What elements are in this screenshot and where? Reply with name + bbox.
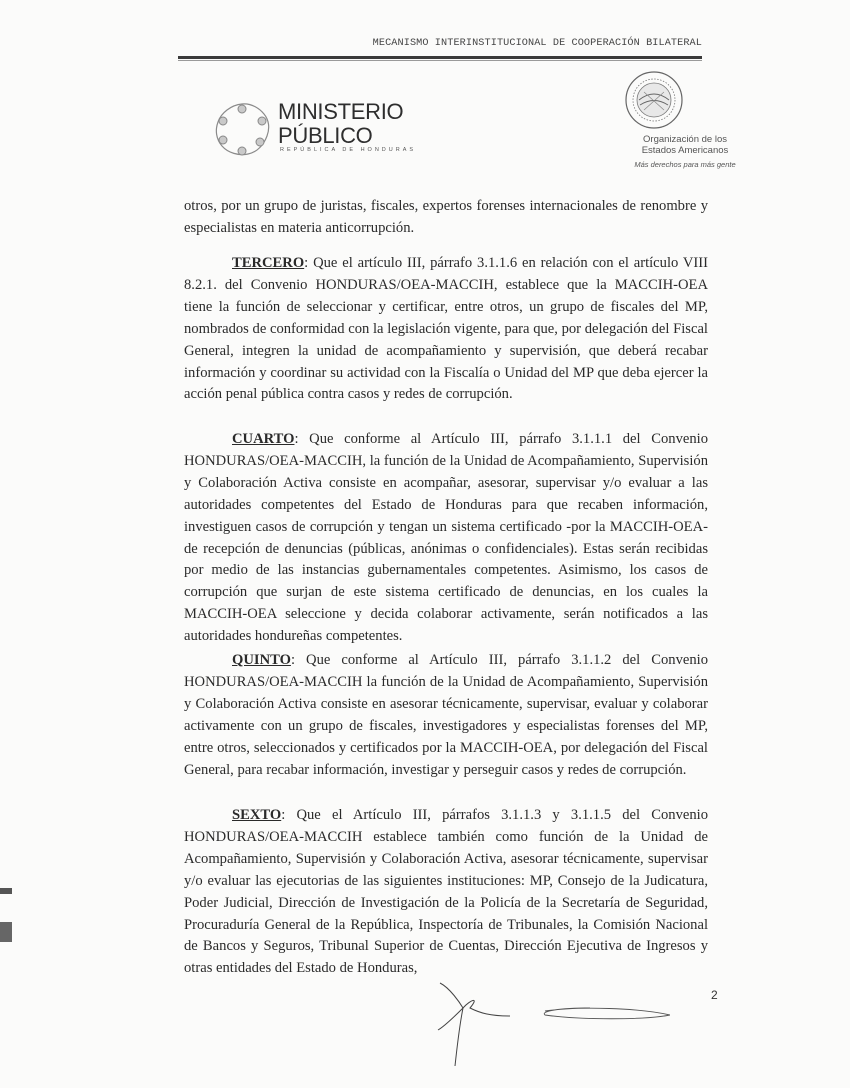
section-quinto [184,650,708,781]
section-heading: CUARTO [232,431,295,447]
oea-line2: Estados Americanos [641,145,729,156]
page-number: 2 [711,988,718,1002]
header-title: MECANISMO INTERINSTITUCIONAL DE COOPERACIÓN BILATERAL [372,38,702,49]
section-text: : Que conforme al Artículo III, párrafo 3.1.1.1 del Convenio HONDURAS/OEA-MACCIH, la función de la Unidad de Acompañamiento, Supervisión y Colaboración Activa consiste en acompañar, asesorar, supervisar y/o evaluar a las autoridades competentes del Estado de Honduras para que recaben información, investiguen casos de corrupción y tengan un sistema certificado -por la MACCIH-OEA- de recepción de denuncias (públicas, anónimas o confidenciales). Estas serán recibidas por medio de las instancias gubernamentales competentes. Asimismo, los casos de corrupción que surjan de este sistema certificado de denuncias, en los cuales la MACCIH-OEA seleccione y decida colaborar activamente, serán notificados a las autoridades hondureñas competentes. [184,431,708,645]
oea-seal-icon [624,70,684,130]
scan-artifact [0,922,12,942]
section-text: : Que el artículo III, párrafo 3.1.1.6 en relación con el artículo VIII 8.2.1. del Convenio HONDURAS/OEA-MACCIH, establece que la MACCIH-OEA tiene la función de seleccionar y certificar, entre otros, un grupo de fiscales del MP, nombrados de conformidad con la legislación vigente, para que, por delegación del Fiscal General, integren la unidad de acompañamiento y supervisión, que deberá recabar información y coordinar su actividad con la Fiscalía o Unidad del MP que deba ejercer la acción penal pública contra casos y redes de corrupción. [184,255,708,403]
ministerio-line2: PÚBLICO [278,123,373,148]
ministerio-publico-emblem-icon [212,100,272,158]
ministerio-subtitle: REPÚBLICA DE HONDURAS [280,147,417,153]
ministerio-publico-logo [212,99,417,160]
oea-line1: Organización de los [643,134,727,145]
signature-icon [430,978,670,1068]
oea-name [630,134,740,156]
document-body [184,196,708,240]
section-heading: QUINTO [232,652,291,668]
section-heading: SEXTO [232,807,282,823]
header-rule [178,56,702,59]
oea-motto: Más derechos para más gente [634,160,736,169]
header-rule-thin [178,60,702,61]
section-text: : Que el Artículo III, párrafos 3.1.1.3 y 3.1.1.5 del Convenio HONDURAS/OEA-MACCIH establece también como función de la Unidad de Acompañamiento, Supervisión y Colaboración Activa, asesorar técnicamente, supervisar y/o evaluar las ejecutorias de las siguientes instituciones: MP, Consejo de la Judicatura, Poder Judicial, Dirección de Investigación de la Policía de la Secretaría de Seguridad, Procuraduría General de la República, Inspectoría de Tribunales, la Comisión Nacional de Bancos y Seguros, Tribunal Superior de Cuentas, Dirección Ejecutiva de Ingresos y otras entidades del Estado de Honduras, [184,807,708,977]
section-sexto [184,805,708,980]
section-text: : Que conforme al Artículo III, párrafo 3.1.1.2 del Convenio HONDURAS/OEA-MACCIH la función de la Unidad de Acompañamiento, Supervisión y Colaboración Activa consiste en asesorar técnicamente, supervisar, evaluar y colaborar activamente con un grupo de fiscales, investigadores y especialistas forenses del MP, entre otros, seleccionados y certificados por la MACCIH-OEA, por delegación del Fiscal General, para recabar información, investigar y perseguir casos y redes de corrupción. [184,652,708,778]
scan-artifact [0,888,12,894]
oea-logo [612,70,736,175]
section-tercero [184,253,708,406]
ministerio-line1: MINISTERIO [278,99,404,124]
ministerio-publico-name [278,100,403,148]
section-cuarto [184,429,708,648]
intro-paragraph: otros, por un grupo de juristas, fiscales, expertos forenses internacionales de renombre y especialistas en materia anticorrupción. [184,198,708,236]
section-heading: TERCERO [232,255,305,271]
